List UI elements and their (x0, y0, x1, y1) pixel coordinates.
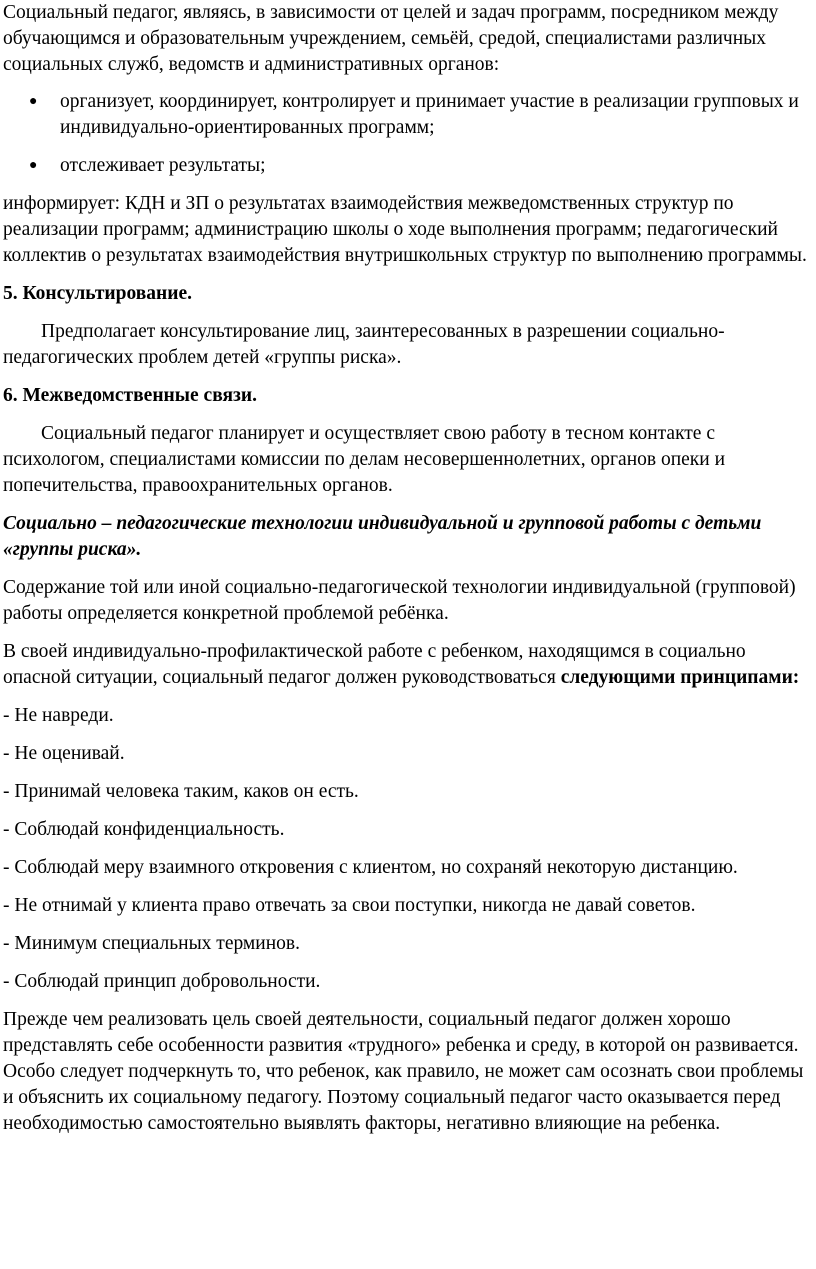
intro-paragraph: Социальный педагог, являясь, в зависимости от целей и задач программ, посредником между обучающимся и образовательным учреждением, семьёй, средой, специалистами различных социальных служб, ведомств и административных органов: (3, 2, 779, 75)
principle-item: - Соблюдай принцип добровольности. (3, 971, 321, 992)
section5-heading: 5. Консультирование. (3, 283, 193, 304)
informs-paragraph: информирует: КДН и ЗП о результатах взаимодействия межведомственных структур по реализации программ; администрацию школы о ходе выполнения программ; педагогический коллектив о результатах взаимодействия внутришкольных структур по выполнению программы. (3, 193, 807, 266)
principle-item: - Не оценивай. (3, 743, 125, 764)
list-item (3, 89, 813, 141)
section5-text: Предполагает консультирование лиц, заинтересованных в разрешении социально-педагогических проблем детей «группы риска». (3, 321, 725, 368)
document-page (3, 0, 813, 1149)
principles-list (3, 703, 813, 995)
principles-intro-bold: следующими принципами: (560, 667, 800, 688)
principles-intro-paragraph (3, 639, 813, 691)
principle-item: - Минимум специальных терминов. (3, 933, 300, 954)
principle-item: - Не навреди. (3, 705, 114, 726)
principle-item: - Соблюдай конфиденциальность. (3, 819, 285, 840)
principle-item: - Принимай человека таким, каков он есть. (3, 781, 359, 802)
bullet-icon: ● (29, 94, 38, 109)
content-paragraph: Содержание той или иной социально-педагогической технологии индивидуальной (групповой) работы определяется конкретной проблемой ребёнка. (3, 577, 796, 624)
bullet-icon: ● (29, 158, 38, 173)
technologies-title: Социально – педагогические технологии индивидуальной и групповой работы с детьми «группы риска». (3, 513, 762, 560)
principles-intro-text: В своей индивидуально-профилактической работе с ребенком, находящимся в социально опасной ситуации, социальный педагог должен руководствоваться (3, 641, 746, 688)
section6-text: Социальный педагог планирует и осуществляет свою работу в тесном контакте с психологом, специалистами комиссии по делам несовершеннолетних, органов опеки и попечительства, правоохранительных органов. (3, 423, 726, 496)
principle-item: - Не отнимай у клиента право отвечать за свои поступки, никогда не давай советов. (3, 895, 696, 916)
list-item-text: организует, координирует, контролирует и принимает участие в реализации групповых и индивидуально-ориентированных программ; (60, 91, 799, 138)
list-item (3, 153, 813, 179)
principle-item: - Соблюдай меру взаимного откровения с клиентом, но сохраняй некоторую дистанцию. (3, 857, 738, 878)
section6-heading: 6. Межведомственные связи. (3, 385, 257, 406)
list-item-text: отслеживает результаты; (60, 155, 266, 176)
duties-list (3, 89, 813, 179)
closing-paragraph: Прежде чем реализовать цель своей деятельности, социальный педагог должен хорошо представлять себе особенности развития «трудного» ребенка и среду, в которой он развивается. Особо следует подчеркнуть то, что ребенок, как правило, не может сам осознать свои проблемы и объяснить их социальному педагогу. Поэтому социальный педагог часто оказывается перед необходимостью самостоятельно выявлять факторы, негативно влияющие на ребенка. (3, 1009, 804, 1134)
